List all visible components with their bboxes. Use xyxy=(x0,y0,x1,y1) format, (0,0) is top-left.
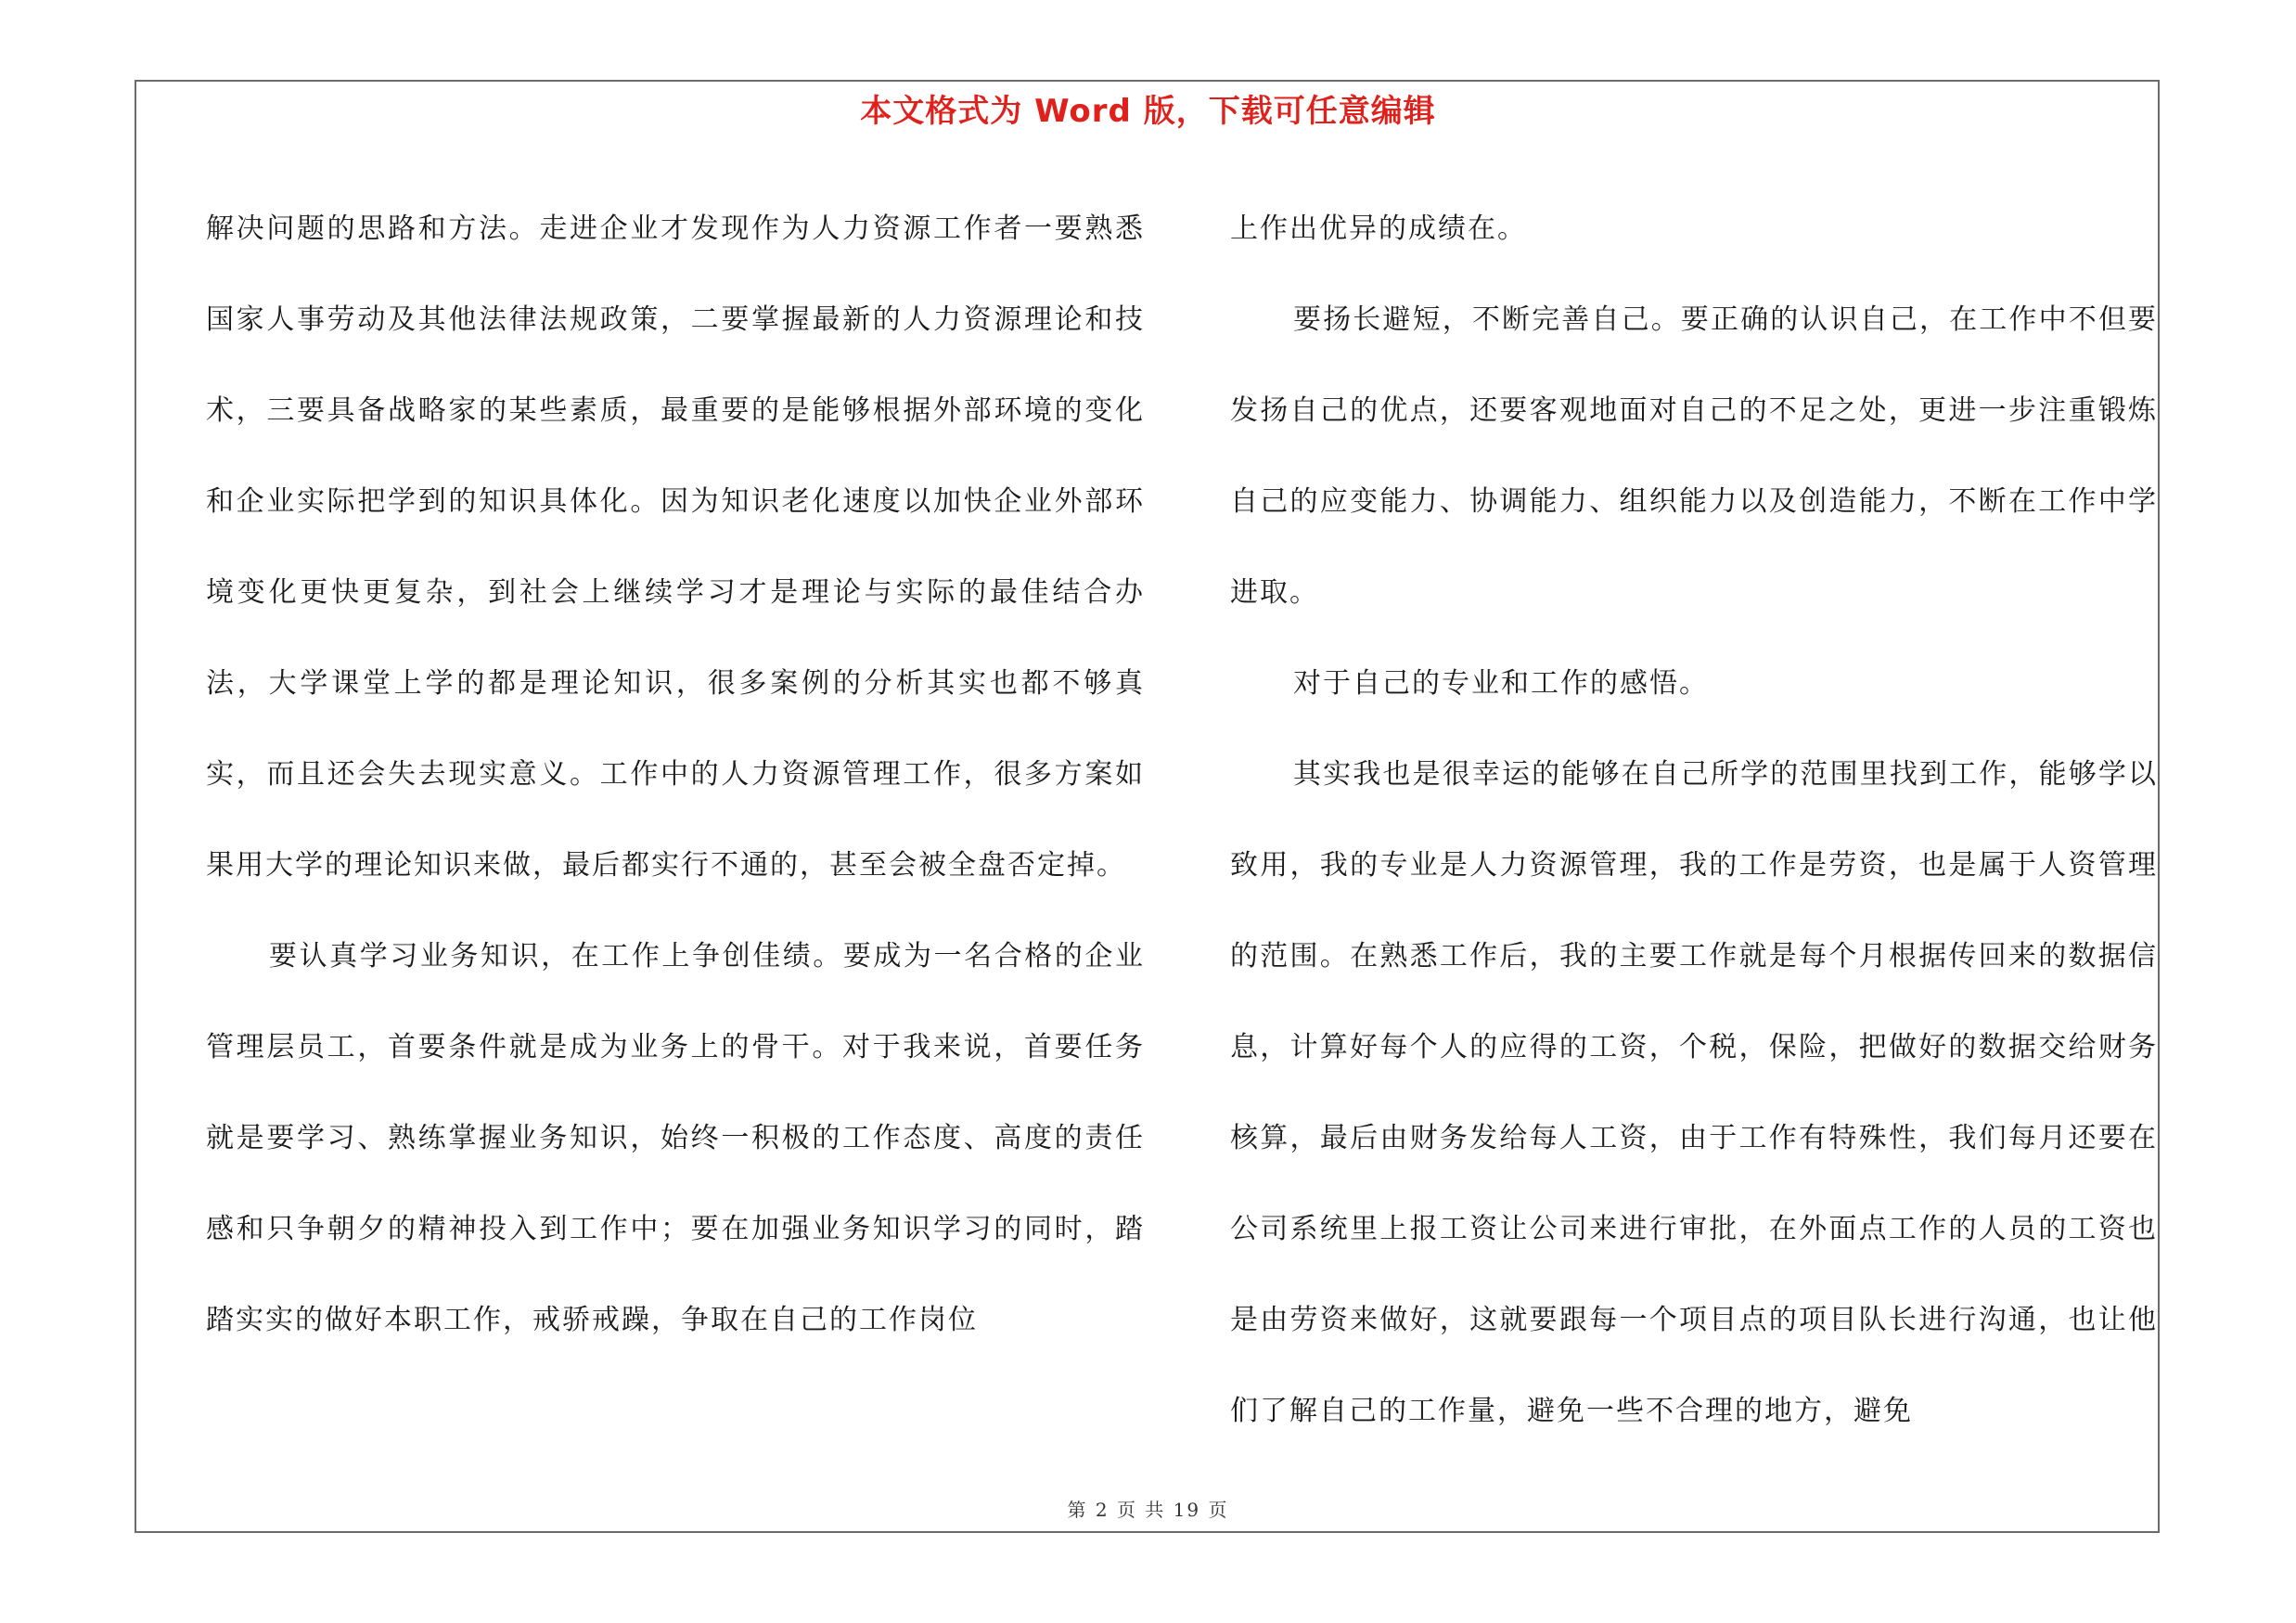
paragraph-right-4: 其实我也是很幸运的能够在自己所学的范围里找到工作，能够学以致用，我的专业是人力资源管理，我的工作是劳资，也是属于人资管理的范围。在熟悉工作后，我的主要工作就是每个月根据传回来的数据信息，计算好每个人的应得的工资，个税，保险，把做好的数据交给财务核算，最后由财务发给每人工资，由于工作有特殊性，我们每月还要在公司系统里上报工资让公司来进行审批，在外面点工作的人员的工资也是由劳资来做好，这就要跟每一个项目点的项目队长进行沟通，也让他们了解自己的工作量，避免一些不合理的地方，避免 xyxy=(1230,758,2158,1427)
right-text-column xyxy=(1230,184,2158,1457)
paragraph-right-2: 要扬长避短，不断完善自己。要正确的认识自己，在工作中不但要发扬自己的优点，还要客观地面对自己的不足之处，更进一步注重锻炼自己的应变能力、协调能力、组织能力以及创造能力，不断在工作中学进取。 xyxy=(1230,303,2158,609)
paragraph-right-3: 对于自己的专业和工作的感悟。 xyxy=(1293,667,1709,700)
format-banner: 本文格式为 Word 版，下载可任意编辑 xyxy=(860,93,1436,130)
left-text-column xyxy=(206,184,1145,1366)
page-number-footer: 第 2 页 共 19 页 xyxy=(1067,1499,1229,1521)
paragraph-right-1: 上作出优异的成绩在。 xyxy=(1230,213,1527,245)
paragraph-left-1: 解决问题的思路和方法。走进企业才发现作为人力资源工作者一要熟悉国家人事劳动及其他法律法规政策，二要掌握最新的人力资源理论和技术，三要具备战略家的某些素质，最重要的是能够根据外部环境的变化和企业实际把学到的知识具体化。因为知识老化速度以加快企业外部环境变化更快更复杂，到社会上继续学习才是理论与实际的最佳结合办法，大学课堂上学的都是理论知识，很多案例的分析其实也都不够真实，而且还会失去现实意义。工作中的人力资源管理工作，很多方案如果用大学的理论知识来做，最后都实行不通的，甚至会被全盘否定掉。 xyxy=(206,213,1145,882)
paragraph-left-2: 要认真学习业务知识，在工作上争创佳绩。要成为一名合格的企业管理层员工，首要条件就是成为业务上的骨干。对于我来说，首要任务就是要学习、熟练掌握业务知识，始终一积极的工作态度、高度的责任感和只争朝夕的精神投入到工作中；要在加强业务知识学习的同时，踏踏实实的做好本职工作，戒骄戒躁，争取在自己的工作岗位 xyxy=(206,940,1145,1336)
